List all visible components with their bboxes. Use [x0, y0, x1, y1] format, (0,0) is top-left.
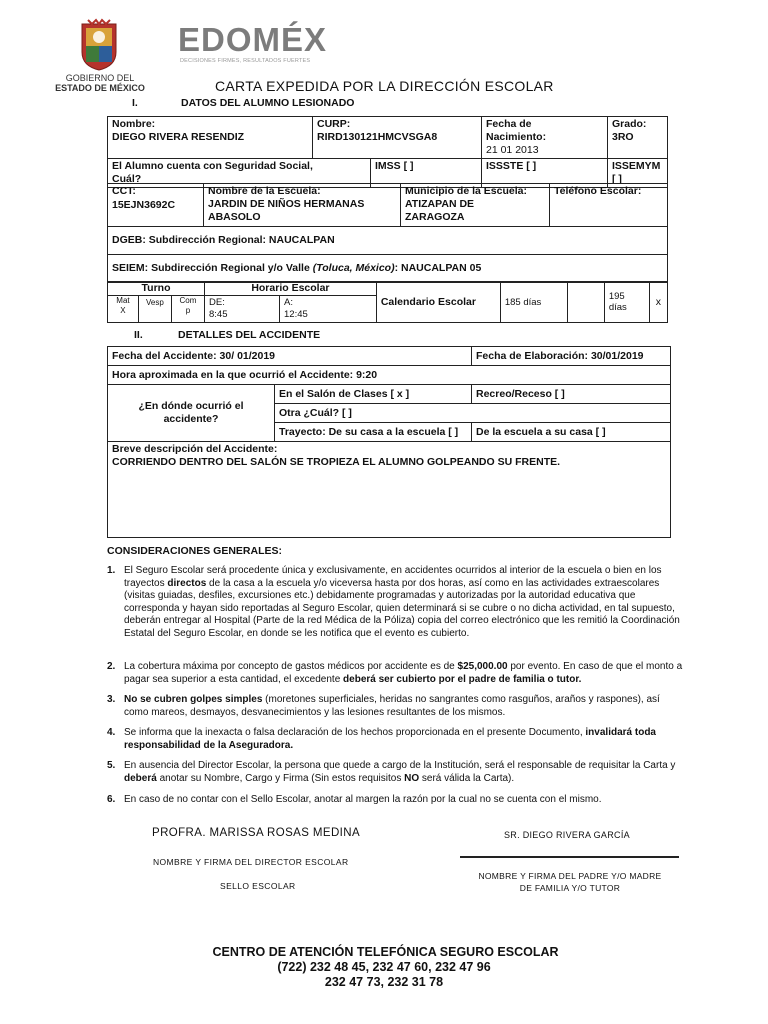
- fecha-nacimiento-value: 21 01 2013: [486, 144, 539, 156]
- calendario-195-number: 195: [608, 291, 625, 302]
- completo-label-2: p: [185, 306, 191, 315]
- turno-completo[interactable]: [171, 296, 204, 323]
- opcion-trayecto-escuela-casa[interactable]: De la escuela a su casa [ ]: [472, 423, 671, 442]
- fecha-accidente: Fecha del Accidente: 30/ 01/2019: [108, 347, 472, 366]
- director-caption: NOMBRE Y FIRMA DEL DIRECTOR ESCOLAR: [153, 857, 349, 867]
- grado-cell: [608, 117, 668, 159]
- fecha-elaboracion: Fecha de Elaboración: 30/01/2019: [472, 347, 671, 366]
- state-seal-logo: [74, 18, 124, 72]
- cct-label: CCT:: [112, 185, 136, 197]
- footer: [0, 945, 768, 990]
- brand-tagline: DECISIONES FIRMES, RESULTADOS FUERTES: [180, 58, 311, 64]
- horario-de-value: 8:45: [209, 309, 228, 320]
- horario-a: [280, 296, 377, 323]
- curp-label: CURP:: [317, 118, 351, 130]
- accident-table: [107, 346, 671, 538]
- imss-option[interactable]: IMSS [ ]: [375, 160, 414, 172]
- horario-a-value: 12:45: [284, 309, 308, 320]
- turno-header: Turno: [108, 282, 205, 296]
- curp-value: RIRD130121HMCVSGA8: [317, 131, 438, 143]
- descripcion-value: CORRIENDO DENTRO DEL SALÓN SE TROPIEZA EL ALUMNO GOLPEANDO SU FRENTE.: [112, 456, 561, 468]
- edomex-brand-logo: [178, 22, 327, 64]
- grado-value: 3RO: [612, 131, 634, 143]
- item-number: 6.: [107, 794, 116, 805]
- student-data-table-b: [107, 183, 668, 283]
- item-text: Se informa que la inexacta o falsa declaración de los hechos proporcionada en el presente Documento, invalidará toda responsabilidad de la Aseguradora.: [124, 727, 656, 751]
- footer-line-3: 232 47 73, 232 31 78: [324, 975, 444, 989]
- parent-signature-line: [460, 856, 679, 858]
- seiem-region: : NAUCALPAN 05: [394, 262, 482, 274]
- fecha-nacimiento-cell: [482, 117, 608, 159]
- opcion-recreo[interactable]: Recreo/Receso [ ]: [472, 385, 671, 404]
- escuela-label: Nombre de la Escuela:: [208, 185, 321, 197]
- item-text: En ausencia del Director Escolar, la persona que quede a cargo de la Institución, será el responsable de requisitar la Carta y deberá anotar su Nombre, Cargo y Firma (Sin estos requisitos NO será válida la Carta).: [124, 760, 676, 784]
- opcion-salon[interactable]: En el Salón de Clases [ x ]: [275, 385, 472, 404]
- footer-line-1: CENTRO DE ATENCIÓN TELEFÓNICA SEGURO ESCOLAR: [212, 945, 559, 959]
- student-data-table-a: [107, 116, 668, 188]
- seiem-row: [108, 255, 668, 283]
- telefono-label: Teléfono Escolar:: [554, 185, 642, 197]
- section-2-number: II.: [134, 329, 143, 341]
- telefono-cell: [550, 184, 668, 227]
- item-number: 5.: [107, 760, 116, 771]
- calendario-195-days: días: [608, 302, 627, 313]
- calendario-label: Calendario Escolar: [376, 282, 500, 323]
- cct-cell: [108, 184, 204, 227]
- donde-question-line-1: ¿En dónde ocurrió el: [138, 400, 244, 412]
- sello-escolar: SELLO ESCOLAR: [220, 881, 296, 891]
- parent-caption: [455, 870, 685, 894]
- municipio-value-2: ZARAGOZA: [405, 211, 465, 223]
- descripcion-label: Breve descripción del Accidente:: [112, 443, 278, 455]
- curp-cell: [313, 117, 482, 159]
- section-1-number: I.: [132, 97, 138, 109]
- section-2-title: DETALLES DEL ACCIDENTE: [178, 329, 321, 341]
- issste-option[interactable]: ISSSTE [ ]: [482, 159, 608, 188]
- footer-line-2: (722) 232 48 45, 232 47 60, 232 47 96: [277, 960, 491, 974]
- escuela-value-2: ABASOLO: [208, 211, 261, 223]
- municipio-cell: [401, 184, 550, 227]
- seguro-question-line-2: Cuál?: [112, 173, 142, 185]
- horario-de: [205, 296, 280, 323]
- item-number: 4.: [107, 727, 116, 738]
- document-title: CARTA EXPEDIDA POR LA DIRECCIÓN ESCOLAR: [215, 78, 554, 94]
- seguro-question-line-1: El Alumno cuenta con Seguridad Social,: [112, 160, 313, 172]
- fecha-nacimiento-label-2: Nacimiento:: [486, 131, 547, 143]
- cct-value: 15EJN3692C: [112, 199, 176, 211]
- calendario-185: 185 días: [500, 282, 567, 323]
- brand-wordmark: EDOMÉX: [178, 21, 328, 58]
- item-number: 2.: [107, 661, 116, 672]
- government-name: [40, 73, 160, 93]
- item-text: La cobertura máxima por concepto de gastos médicos por accidente es de $25,000.00 por evento. En caso de que el monto a pagar sea superior a esta cantidad, el excedente deberá ser cubierto por el padre de familia o tutor.: [124, 661, 683, 685]
- schedule-table: [107, 281, 668, 323]
- seiem-text: SEIEM: Subdirección Regional y/o Valle: [112, 262, 313, 274]
- issemym-option[interactable]: ISSEMYM [ ]: [608, 159, 668, 188]
- opcion-trayecto-casa-escuela[interactable]: Trayecto: De su casa a la escuela [ ]: [275, 423, 472, 442]
- consideraciones-title: CONSIDERACIONES GENERALES:: [107, 545, 283, 557]
- horario-header: Horario Escolar: [205, 282, 377, 296]
- horario-de-label: DE:: [209, 297, 225, 308]
- parent-caption-line-2: DE FAMILIA Y/O TUTOR: [519, 883, 621, 893]
- director-name: PROFRA. MARISSA ROSAS MEDINA: [152, 827, 361, 839]
- item-text: No se cubren golpes simples (moretones superficiales, heridas no sangrantes como rasguños, araños y raspones), así como mareos, desmayos, desvanecimientos y las lesiones resultantes de los mismos.: [124, 694, 660, 718]
- nombre-value: DIEGO RIVERA RESENDIZ: [112, 131, 245, 143]
- government-line-2: ESTADO DE MÉXICO: [55, 83, 145, 93]
- government-line-1: GOBIERNO DEL: [65, 73, 135, 83]
- descripcion-accidente[interactable]: [108, 442, 671, 538]
- matutino-mark: X: [120, 306, 126, 315]
- calendario-195: [604, 282, 649, 323]
- escuela-cell: [204, 184, 401, 227]
- item-number: 1.: [107, 565, 116, 576]
- calendario-185-mark[interactable]: [567, 282, 604, 323]
- donde-question-line-2: accidente?: [163, 413, 219, 425]
- parent-caption-line-1: NOMBRE Y FIRMA DEL PADRE Y/O MADRE: [478, 871, 662, 881]
- completo-label-1: Com: [179, 296, 197, 305]
- matutino-label: Mat: [116, 296, 130, 305]
- calendario-195-mark[interactable]: x: [649, 282, 667, 323]
- municipio-value-1: ATIZAPAN DE: [405, 198, 475, 210]
- grado-label: Grado:: [612, 118, 647, 130]
- horario-a-label: A:: [284, 297, 293, 308]
- item-text: En caso de no contar con el Sello Escolar, anotar al margen la razón por la cual no se cuenta con el mismo.: [124, 794, 602, 805]
- item-text: El Seguro Escolar será procedente única y exclusivamente, en accidentes ocurridos al interior de la escuela o bien en los trayectos directos de la casa a la escuela y/o viceversa hasta por dos horas, así como en las actividades extraescolares (visitas guiadas, desfiles, excursiones etc.) debidamente programadas y autorizadas por la autoridad educativa que corresponda y hayan sido reportadas al Seguro Escolar, quien determinará si se cubre o no dicha actividad, en tal supuesto, deberán entregar al Hospital (Parte de la red Médica de la Póliza) copia del correo electrónico que les remitió la Coordinación Estatal del Seguro Escolar, en donde se les notifica que el evento es cubierto.: [124, 565, 680, 639]
- fecha-nacimiento-label-1: Fecha de: [486, 118, 532, 130]
- item-number: 3.: [107, 694, 116, 705]
- escuela-value-1: JARDIN DE NIÑOS HERMANAS: [208, 198, 365, 210]
- seiem-valle: (Toluca, México): [312, 262, 395, 274]
- turno-vespertino[interactable]: Vesp: [138, 296, 171, 323]
- nombre-cell: [108, 117, 313, 159]
- dgeb-row: DGEB: Subdirección Regional: NAUCALPAN: [108, 227, 668, 255]
- hora-accidente: Hora aproximada en la que ocurrió el Accidente: 9:20: [108, 366, 671, 385]
- nombre-label: Nombre:: [112, 118, 156, 130]
- section-1-title: DATOS DEL ALUMNO LESIONADO: [181, 97, 355, 109]
- municipio-label: Municipio de la Escuela:: [405, 185, 527, 197]
- donde-question: [108, 385, 275, 442]
- parent-name: SR. DIEGO RIVERA GARCÍA: [504, 830, 630, 840]
- turno-matutino[interactable]: [108, 296, 139, 323]
- opcion-otra[interactable]: Otra ¿Cuál? [ ]: [275, 404, 671, 423]
